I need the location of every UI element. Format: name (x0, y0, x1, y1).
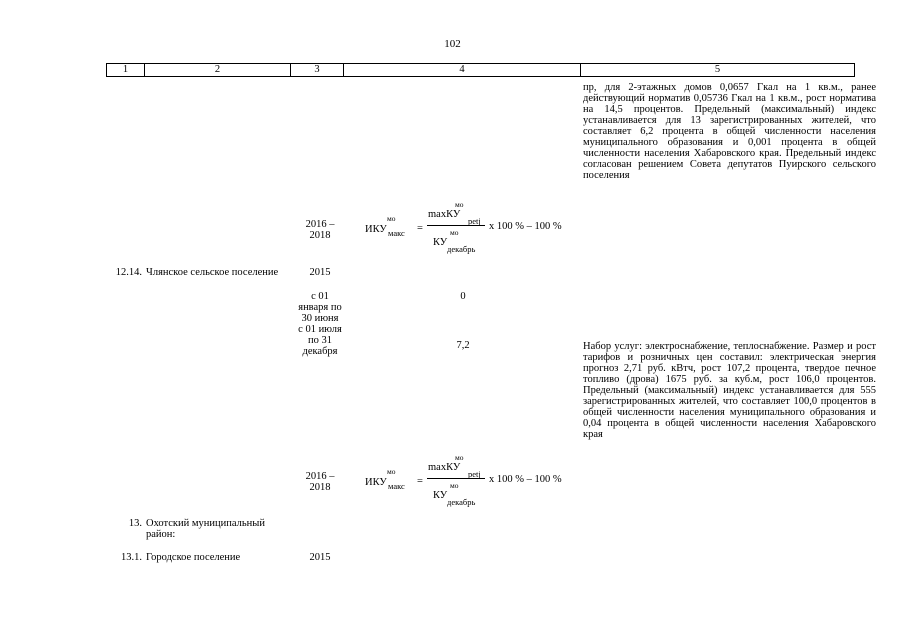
fraction-line (427, 478, 485, 479)
col-header-3: 3 (291, 64, 344, 77)
row-12-14-year: 2015 (309, 267, 331, 278)
row-13-number: 13. (128, 518, 142, 529)
formula-block-a: мо ИКУ макс = мо maxКУ рetj мо КУ декабрь х 100 % – 100 % (365, 200, 562, 254)
row-12-14-value-1: 0 (460, 291, 466, 302)
formula-block-b: мо ИКУ макс = мо maxКУ рetj мо КУ декабрь х 100 % – 100 % (365, 453, 562, 507)
row-12-14-description: Набор услуг: электроснабжение, теплоснабжение. Размер и рост тарифов и розничных цен составил: электрическая энергия прогноз 2,71 руб. кВтч, рост 107,2 процента, твердое печное топливо (дрова) 1675 руб. за куб.м, рост 106,0 процентов. Предельный (максимальный) индекс устанавливается для 555 зарегистрированных жителей, что составляет 100,0 процентов в общей численности населения муниципального образования и 0,04 процента в общей численности населения Хабаровского края (583, 341, 876, 440)
row-12-14-value-2: 7,2 (456, 340, 470, 351)
continued-description: пр, для 2-этажных домов 0,0657 Гкал на 1 кв.м., ранее действующий норматив 0,05736 Гкал на 1 кв.м., рост норматива на 14,5 процентов. Предельный (максимальный) индекс устанавливается для 13 зарегистрированных жителей, что составляет 6,2 процента в общей численности населения муниципального образования и 0,001 процента в общей численности населения Хабаровского края. Предельный индекс согласован решением Совета депутатов Пуирского сельского поселения (583, 82, 876, 181)
row-13-name: Охотский муниципальный район: (146, 518, 265, 540)
col-header-1: 1 (107, 64, 145, 77)
row-12-14-period-2: с 01 июля по 31 декабря (298, 324, 342, 357)
row-12-14-name: Члянское сельское поселение (146, 267, 279, 278)
row-13-1-name: Городское поселение (146, 552, 241, 563)
col-header-4: 4 (344, 64, 581, 77)
row-12-14-number: 12.14. (115, 267, 142, 278)
column-header-row (106, 63, 855, 77)
period-2016-2018-a: 2016 – 2018 (305, 219, 335, 241)
col-header-5: 5 (581, 64, 855, 77)
period-2016-2018-b: 2016 – 2018 (305, 471, 335, 493)
row-12-14-period-1: с 01 января по 30 июня (298, 291, 342, 324)
col-header-2: 2 (145, 64, 291, 77)
fraction-line (427, 225, 485, 226)
row-13-1-number: 13.1. (121, 552, 142, 563)
page-number: 102 (444, 38, 461, 50)
row-13-1-year: 2015 (309, 552, 331, 563)
